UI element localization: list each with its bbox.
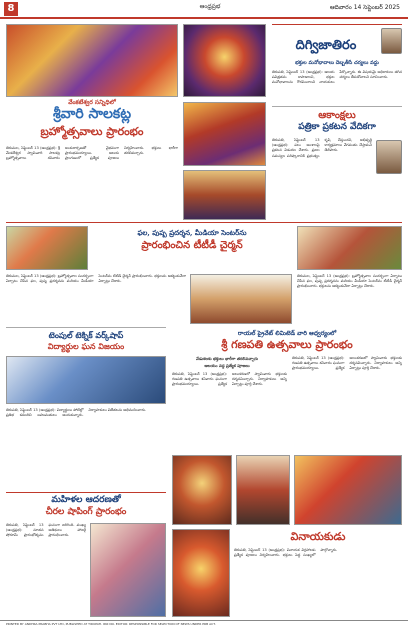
story-media-lede: తిరుమల, సెప్టెంబర్ 13 (ఆంధ్రప్రభ): బ్రహ్మోత్సవాల సందర్భంగా ఏర్పాటు చేసిన ఫల, పుష్ప ప్రదర్శనను మరియు మీడియా సెంటర్‌ను టీటీడీ చైర్మన్ ప్రారంభించారు. భక్తులను ఆకట్టుకునేలా ఏర్పాట్లు చేశారు. (6, 274, 186, 284)
story-bottom-left-headline-2: చీరల షాపింగ్ ప్రారంభం (45, 507, 127, 517)
story-bottom-right-headline: వినాయకుడు (290, 530, 346, 543)
story-ganapati-headline: శ్రీ గణపతి ఉత్సవాలు ప్రారంభం (221, 338, 353, 351)
photo-ganapati-priest (236, 455, 290, 525)
story-ganapati-body-2 (292, 356, 402, 452)
page-number: 8 (4, 2, 18, 16)
photo-ganapati-idol-right (294, 455, 402, 525)
story-media-headline-2: ప్రారంభించిన టీటీడీ చైర్మన్ (141, 240, 243, 251)
story-tech-headline-1: టెంపుల్ టెక్నిక్ వర్క్‌షాప్ (48, 330, 124, 340)
photo-temple-crowd (183, 170, 266, 220)
story-akanksha-headline-1: ఆకాంక్షలు (318, 110, 356, 121)
story-tech-lede: తిరుపతి, సెప్టెంబర్ 13 (ఆంధ్రప్రభ): విద్యార్థులు పోటీల్లో ప్రతిభ కనబరిచి బహుమతులు అందుకున్నారు. నిర్వాహకులు విజేతలను అభినందించారు. (6, 408, 147, 418)
story-akanksha-headline-2: పత్రికా ప్రకటన వేదికగా (298, 122, 376, 132)
story-ganapati-lede: తిరుపతి, సెప్టెంబర్ 13 (ఆంధ్రప్రభ): గణపతి ఉత్సవాలు శనివారం ఘనంగా ప్రారంభమయ్యాయి. ప్రత్యేక అలంకరణలో స్వామివారు భక్తులకు దర్శనమిచ్చారు. నిర్వాహకులు అన్ని ఏర్పాట్లు పూర్తి చేశారు. (172, 372, 287, 387)
story-digvijaya-headline: దిగ్విజాతిరం (295, 38, 357, 53)
story-tech-body (6, 408, 166, 488)
story-digvijaya-subhead: భక్తుల మనోభావాలు దెబ్బతీసే చర్యలు వద్దు (295, 60, 379, 66)
story-akanksha-body (272, 138, 372, 220)
page-footer: PRINTED BY ANDHRA PRABHA PVT LTD, PUBLISHED AT TIRUPATI. RNI NO. EDITOR: RESPONSIBLE FOR SELECTION OF NEWS UNDER PRB ACT. (0, 620, 408, 630)
portrait-akanksha (376, 140, 402, 174)
story-brahmotsavam-body (6, 146, 178, 216)
rule-bottom-left (6, 492, 166, 493)
photo-temple-deity (183, 24, 266, 97)
photo-tech-students (6, 356, 166, 404)
rule-tech (6, 327, 166, 328)
paper-name: ఆంధ్రప్రభ (199, 3, 221, 10)
story-bottom-right-lede: తిరుపతి, సెప్టెంబర్ 13 (ఆంధ్రప్రభ): వినాయక విగ్రహాలకు ప్రత్యేక పూజలు నిర్వహించారు. భక్తులు పెద్ద సంఖ్యలో పాల్గొన్నారు. (234, 548, 338, 558)
rule-digvijaya (272, 24, 402, 25)
story-ganapati-lede-cont: తిరుపతి, సెప్టెంబర్ 13 (ఆంధ్రప్రభ): గణపతి ఉత్సవాలు శనివారం ఘనంగా ప్రారంభమయ్యాయి. ప్రత్యేక అలంకరణలో స్వామివారు భక్తులకు దర్శనమిచ్చారు. నిర్వాహకులు అన్ని ఏర్పాట్లు పూర్తి చేశారు. (292, 356, 402, 371)
story-brahmotsavam-headline-2: బ్రహ్మోత్సవాలు ప్రారంభం (40, 125, 144, 138)
header-date: ఆదివారం 14 సెప్టెంబర్ 2025 (329, 4, 400, 11)
story-tech-headline-2: విద్యార్థుల ఘన విజయం (47, 341, 125, 351)
story-brahmotsavam-lede: తిరుమల, సెప్టెంబర్ 13 (ఆంధ్రప్రభ): శ్రీ వేంకటేశ్వర స్వామివారి సాలకట్ల బ్రహ్మోత్సవాలు శనివారం అంకురార్పణతో వైభవంగా ప్రారంభమయ్యాయి. ఆలయ ప్రాంగణంలో ప్రత్యేక పూజలు నిర్వహించారు. భక్తులు భారీగా తరలివచ్చారు. (6, 146, 178, 161)
story-media-body-2 (297, 274, 402, 324)
story-bottom-left-body (6, 523, 86, 617)
story-brahmotsavam-kicker: వేంకటేశ్వర సన్నిధిలో (68, 99, 116, 106)
story-akanksha-lede: తిరుపతి, సెప్టెంబర్ 13 (ఆంధ్రప్రభ): పలు అంశాలపై ప్రకటన విడుదల చేశారు. ప్రజల సమస్యల పరిష్కారానికి ప్రభుత్వం కృషి చేస్తుందని, అభివృద్ధి కార్యక్రమాలు వేగవంతం చేస్తామని తెలిపారు. (272, 138, 372, 158)
photo-bottom-left-shop (90, 523, 166, 617)
story-media-lede-cont: తిరుమల, సెప్టెంబర్ 13 (ఆంధ్రప్రభ): బ్రహ్మోత్సవాల సందర్భంగా ఏర్పాటు చేసిన ఫల, పుష్ప ప్రదర్శనను మరియు మీడియా సెంటర్‌ను టీటీడీ చైర్మన్ ప్రారంభించారు. భక్తులను ఆకట్టుకునేలా ఏర్పాట్లు చేశారు. (297, 274, 402, 289)
story-ganapati-body (172, 372, 287, 452)
rule-media (6, 222, 402, 223)
story-bottom-left-headline-1: మహిళల ఆదరణతో (51, 495, 121, 505)
story-media-body (6, 274, 186, 324)
story-ganapati-subhead-1: వేడుకలకు భక్తులు భారీగా తరలివచ్చారు (196, 356, 258, 361)
page-header (0, 0, 408, 19)
photo-temple-vahanam (183, 102, 266, 166)
photo-ganapati-idol-left (172, 455, 232, 525)
story-bottom-left-lede: తిరుపతి, సెప్టెంబర్ 13 (ఆంధ్రప్రభ): నూతన షోరూమ్ ప్రారంభోత్సవం ఘనంగా జరిగింది. ముఖ్య అతిథులు హాజరై ప్రారంభించారు. (6, 523, 86, 538)
story-ganapati-kicker: రాయల్ ప్రైవేట్ లిమిటెడ్ వారి ఆధ్వర్యంలో (237, 330, 337, 337)
photo-bottom-ganesha (172, 529, 230, 617)
story-ganapati-subhead-2: ఆలయం వద్ద ప్రత్యేక పూజలు (204, 363, 250, 368)
portrait-digvijaya (381, 28, 402, 54)
rule-akanksha (272, 106, 402, 107)
story-digvijaya-body (272, 70, 402, 104)
story-brahmotsavam-headline-1: శ్రీవారి సాలకట్ల (52, 106, 132, 122)
photo-media-ribbon (190, 274, 292, 324)
story-media-headline-1: ఫల, పుష్ప ప్రదర్శన, మీడియా సెంటర్‌ను (137, 228, 247, 237)
photo-media-left (6, 226, 88, 270)
story-digvijaya-lede: తిరుపతి, సెప్టెంబర్ 13 (ఆంధ్రప్రభ): ఆలయ పవిత్రతను కాపాడాలని, భక్తుల మనోభావాలను గౌరవించాలని నాయకులు పేర్కొన్నారు. ఈ విషయమై అధికారులు తగిన చర్యలు తీసుకోవాలని సూచించారు. (272, 70, 402, 85)
photo-temple-procession (6, 24, 178, 97)
story-bottom-right-body (234, 548, 402, 617)
photo-media-right (297, 226, 402, 270)
